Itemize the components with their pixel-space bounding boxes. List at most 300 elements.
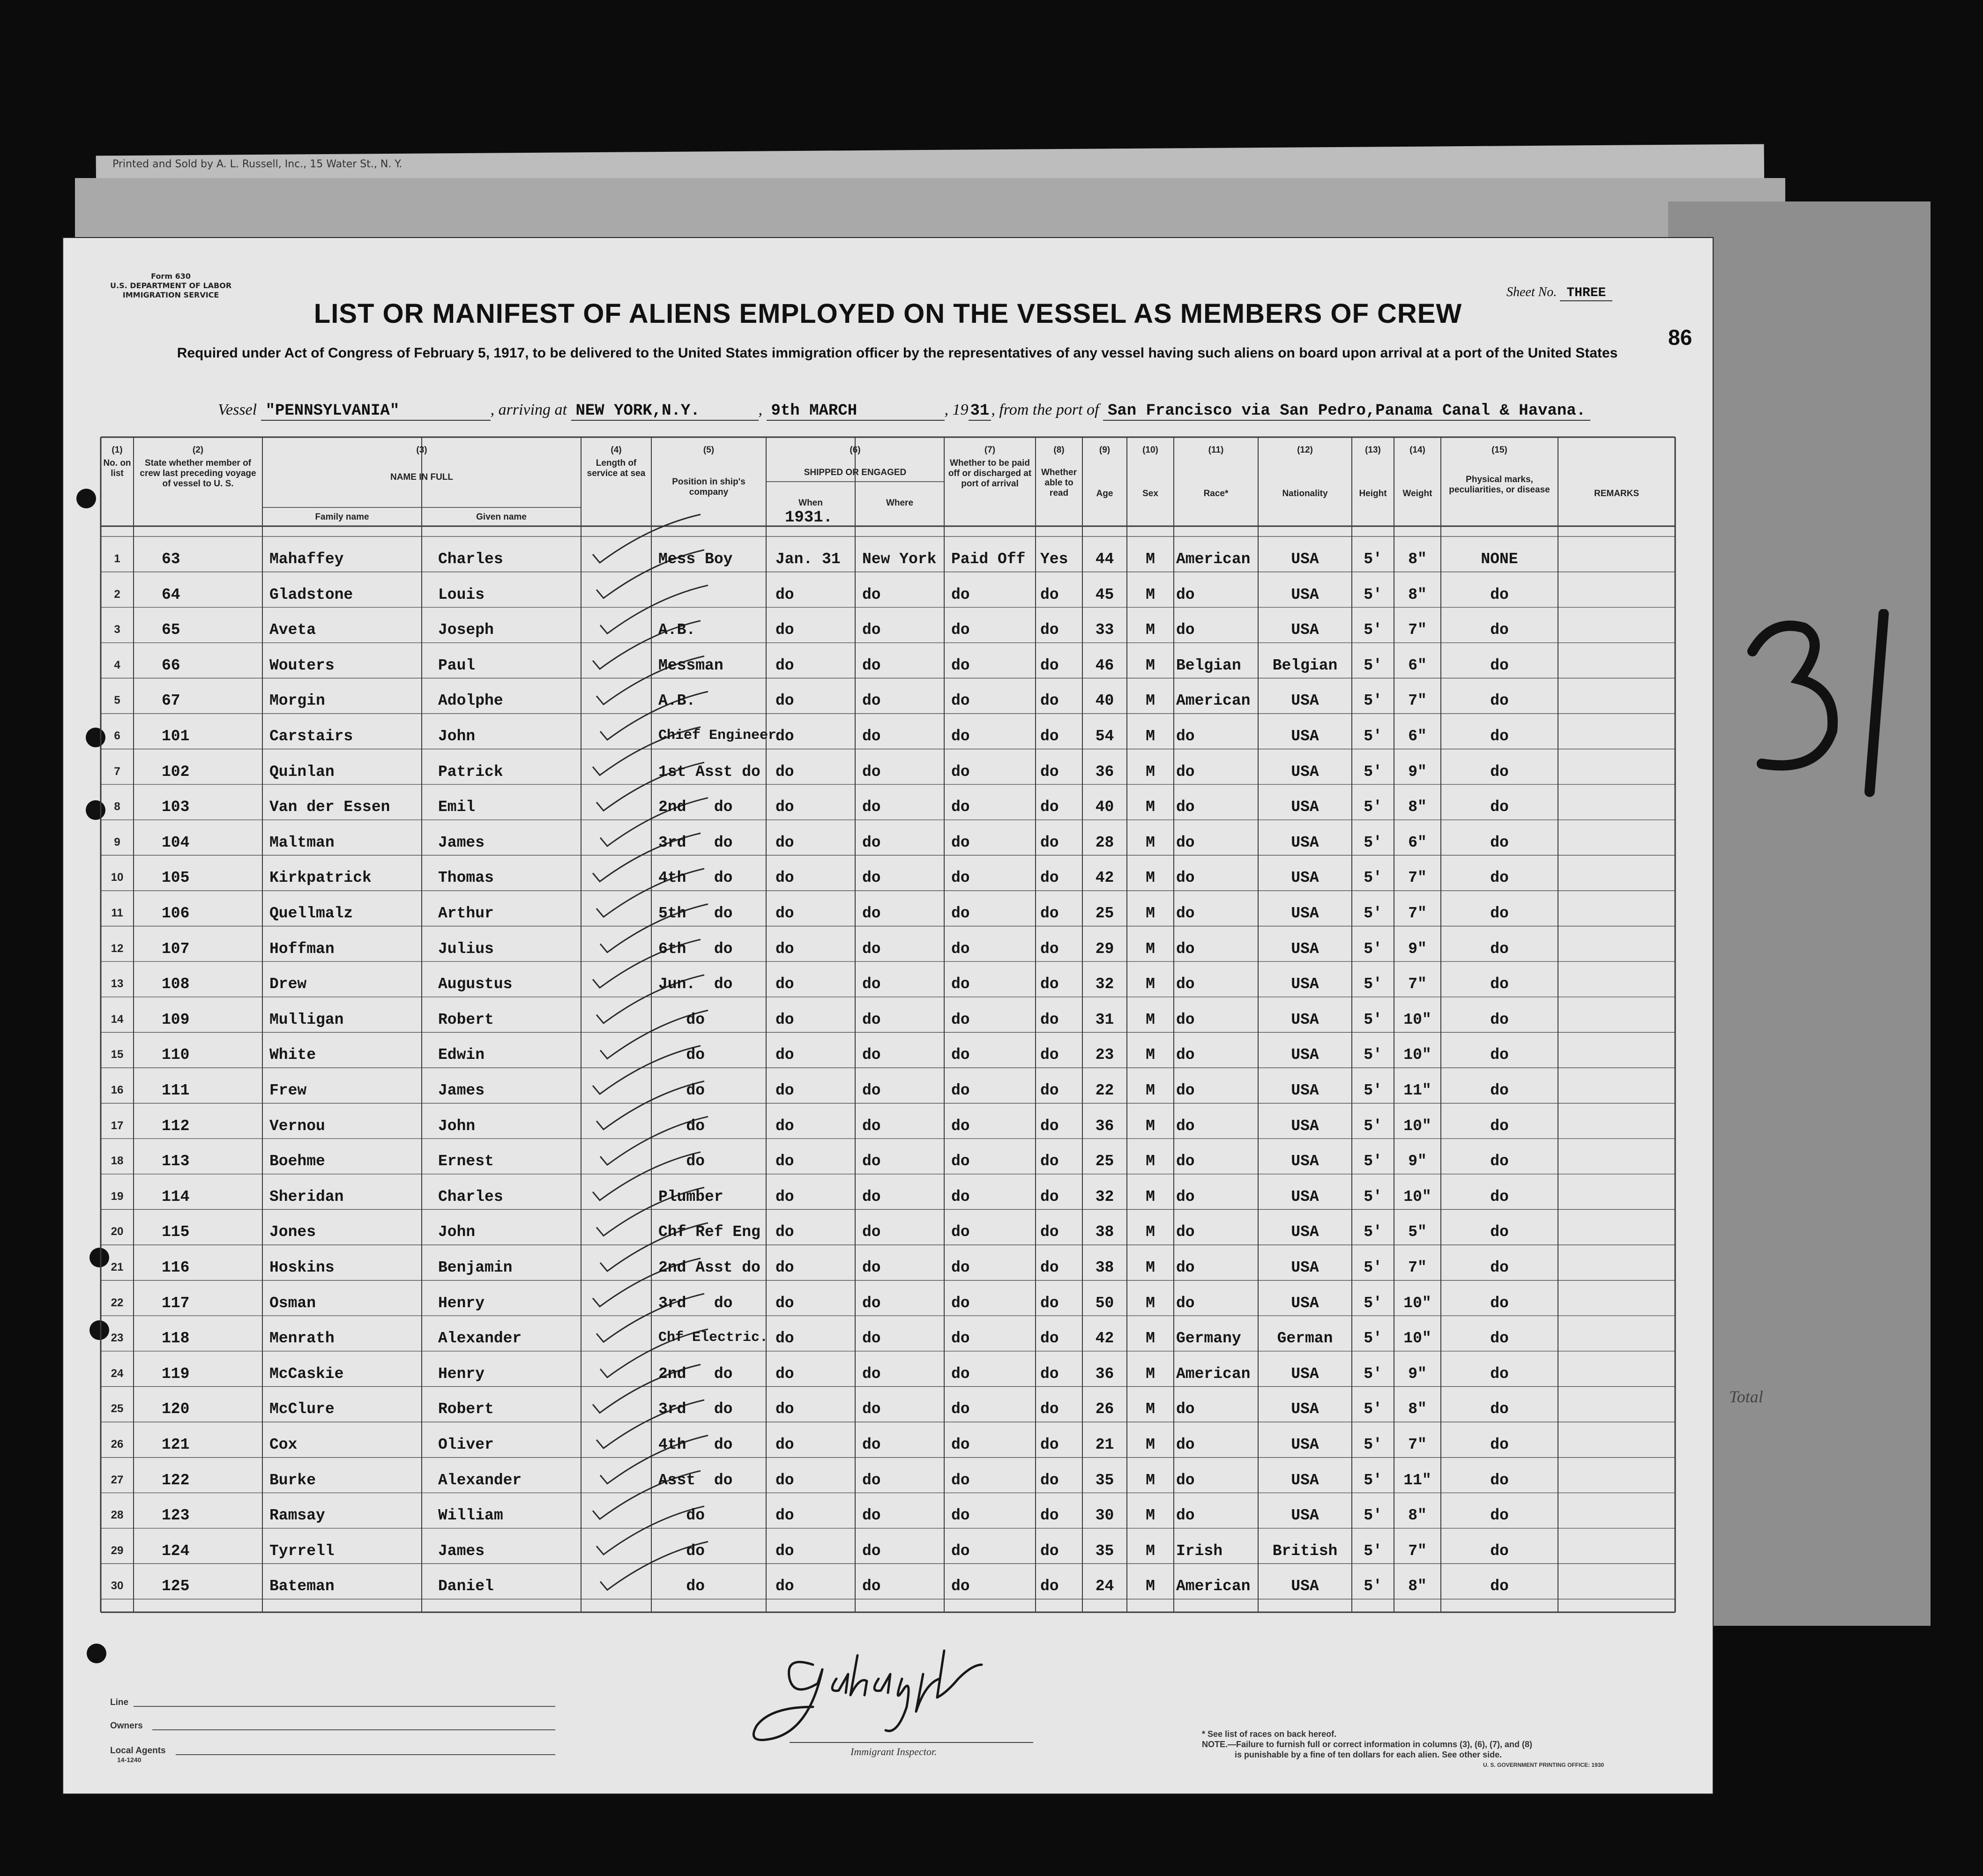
cell-paid: do (951, 975, 970, 993)
header-no-on-list: No. on list (103, 458, 131, 478)
cell-race: do (1176, 1436, 1195, 1453)
cell-pos: 6th do (658, 940, 733, 958)
cell-family: Wouters (269, 656, 335, 674)
cell-race: American (1176, 1578, 1251, 1595)
cell-race: do (1176, 1117, 1195, 1135)
cell-nat: USA (1291, 621, 1319, 639)
cell-wt: 7" (1408, 621, 1427, 639)
year-prefix: 19 (952, 401, 969, 418)
cell-pos: A.B. (658, 621, 696, 639)
cell-nat: USA (1291, 1471, 1319, 1489)
column-number: (4) (611, 445, 622, 455)
cell-pos: Chf Electric. (658, 1330, 768, 1346)
cell-marks: do (1490, 1153, 1509, 1170)
cell-where: do (862, 1400, 881, 1418)
cell-nat: USA (1291, 1117, 1319, 1135)
cell-sex: M (1146, 1082, 1155, 1099)
cell-given: Augustus (438, 975, 513, 993)
cell-read: do (1040, 692, 1059, 710)
cell-when: do (775, 1223, 794, 1241)
cell-given: Robert (438, 1011, 494, 1028)
cell-wt: 7" (1408, 975, 1427, 993)
cell-prev: 103 (162, 798, 190, 816)
cell-marks: do (1490, 586, 1509, 603)
cell-where: do (862, 1294, 881, 1312)
cell-family: Cox (269, 1436, 298, 1453)
cell-when: do (775, 1400, 794, 1418)
cell-race: do (1176, 1046, 1195, 1064)
cell-sex: M (1146, 551, 1155, 568)
cell-ht: 5' (1364, 1188, 1382, 1206)
cell-paid: do (951, 728, 970, 745)
cell-nat: USA (1291, 1365, 1319, 1383)
cell-nat: USA (1291, 1011, 1319, 1028)
cell-marks: do (1490, 1507, 1509, 1525)
cell-sex: M (1146, 1400, 1155, 1418)
cell-age: 44 (1095, 551, 1114, 568)
cell-wt: 6" (1408, 834, 1427, 851)
cell-pos: Jun. do (658, 975, 733, 993)
cell-nat: USA (1291, 1400, 1319, 1418)
cell-where: do (862, 1082, 881, 1099)
vessel-label: Vessel (218, 401, 257, 418)
cell-nat: USA (1291, 869, 1319, 887)
cell-pos: 2nd do (658, 798, 733, 816)
cell-read: do (1040, 1153, 1059, 1170)
cell-age: 40 (1095, 692, 1114, 710)
cell-sex: M (1146, 798, 1155, 816)
cell-prev: 64 (162, 586, 180, 603)
cell-marks: do (1490, 656, 1509, 674)
cell-read: do (1040, 1011, 1059, 1028)
cell-given: Joseph (438, 621, 494, 639)
service-name: IMMIGRATION SERVICE (122, 290, 219, 299)
header-race: Race* (1203, 489, 1229, 499)
cell-ht: 5' (1364, 834, 1382, 851)
cell-nat: USA (1291, 551, 1319, 568)
cell-given: Louis (438, 586, 485, 603)
cell-where: do (862, 1578, 881, 1595)
cell-nat: USA (1291, 1153, 1319, 1170)
penalty-note: NOTE.—Failure to furnish full or correct information in columns (3), (6), (7), and (8) (1202, 1740, 1533, 1749)
cell-prev: 102 (162, 763, 190, 781)
cell-paid: do (951, 1436, 970, 1453)
cell-given: John (438, 1117, 476, 1135)
cell-race: do (1176, 1223, 1195, 1241)
cell-when: do (775, 1330, 794, 1347)
cell-paid: do (951, 1294, 970, 1312)
cell-sex: M (1146, 1223, 1155, 1241)
cell-marks: do (1490, 1471, 1509, 1489)
cell-read: do (1040, 586, 1059, 603)
cell-family: Drew (269, 975, 307, 993)
cell-prev: 108 (162, 975, 190, 993)
cell-sex: M (1146, 1153, 1155, 1170)
cell-race: do (1176, 1082, 1195, 1099)
cell-marks: do (1490, 798, 1509, 816)
cell-given: Alexander (438, 1330, 522, 1347)
cell-pos: do (658, 1507, 705, 1525)
cell-pos: 3rd do (658, 834, 733, 851)
cell-pos: do (658, 1011, 705, 1028)
cell-marks: do (1490, 728, 1509, 745)
row-number: 14 (111, 1012, 124, 1026)
cell-race: do (1176, 1259, 1195, 1276)
cell-race: do (1176, 798, 1195, 816)
cell-race: do (1176, 1471, 1195, 1489)
cell-read: do (1040, 1188, 1059, 1206)
cell-pos: do (658, 1082, 705, 1099)
cell-pos: do (658, 1578, 705, 1595)
cell-where: do (862, 1365, 881, 1383)
cell-given: Oliver (438, 1436, 494, 1453)
column-number: (9) (1099, 445, 1111, 455)
column-number: (15) (1491, 445, 1507, 455)
cell-given: James (438, 1542, 485, 1560)
cell-prev: 118 (162, 1330, 190, 1347)
cell-read: do (1040, 1507, 1059, 1525)
cell-when: do (775, 798, 794, 816)
cell-family: Mahaffey (269, 551, 344, 568)
cell-sex: M (1146, 1436, 1155, 1453)
cell-paid: do (951, 1400, 970, 1418)
row-number: 8 (114, 800, 120, 813)
cell-prev: 106 (162, 905, 190, 922)
row-number: 24 (111, 1367, 124, 1380)
cell-prev: 117 (162, 1294, 190, 1312)
cell-nat: USA (1291, 1436, 1319, 1453)
cell-ht: 5' (1364, 869, 1382, 887)
cell-family: Quinlan (269, 763, 335, 781)
cell-nat: USA (1291, 1507, 1319, 1525)
cell-given: Daniel (438, 1578, 494, 1595)
cell-paid: do (951, 1188, 970, 1206)
cell-nat: USA (1291, 905, 1319, 922)
cell-sex: M (1146, 1294, 1155, 1312)
cell-wt: 10" (1403, 1294, 1431, 1312)
cell-when: do (775, 1436, 794, 1453)
cell-sex: M (1146, 692, 1155, 710)
cell-ht: 5' (1364, 940, 1382, 958)
cell-when: do (775, 728, 794, 745)
row-number: 11 (111, 907, 123, 919)
row-number: 25 (111, 1402, 124, 1415)
cell-pos: 4th do (658, 1436, 733, 1453)
cell-where: do (862, 975, 881, 993)
cell-prev: 123 (162, 1507, 190, 1525)
cell-wt: 7" (1408, 869, 1427, 887)
cell-where: do (862, 798, 881, 816)
header-name-in-full: NAME IN FULL (390, 472, 454, 482)
shipped-year: 1931. (785, 509, 833, 527)
form-number: Form 630 (151, 272, 191, 281)
cell-pos: A.B. (658, 692, 696, 710)
page-number: 86 (1668, 325, 1692, 350)
cell-where: do (862, 692, 881, 710)
cell-paid: Paid Off (951, 551, 1026, 568)
cell-ht: 5' (1364, 1223, 1382, 1241)
cell-nat: USA (1291, 1259, 1319, 1276)
cell-where: do (862, 1542, 881, 1560)
cell-family: Van der Essen (269, 798, 390, 816)
cell-age: 54 (1095, 728, 1114, 745)
header-able-to-read: Whether able to read (1041, 468, 1077, 498)
cell-nat: USA (1291, 1223, 1319, 1241)
cell-race: do (1176, 728, 1195, 745)
cell-read: do (1040, 1046, 1059, 1064)
cell-age: 25 (1095, 1153, 1114, 1170)
cell-marks: do (1490, 1188, 1509, 1206)
cell-paid: do (951, 586, 970, 603)
cell-where: do (862, 1188, 881, 1206)
cell-read: do (1040, 798, 1059, 816)
cell-when: do (775, 763, 794, 781)
cell-where: do (862, 1436, 881, 1453)
cell-family: Ramsay (269, 1507, 325, 1525)
cell-paid: do (951, 1223, 970, 1241)
cell-ht: 5' (1364, 1330, 1382, 1347)
cell-wt: 6" (1408, 656, 1427, 674)
column-number: (8) (1053, 445, 1065, 455)
cell-sex: M (1146, 975, 1155, 993)
cell-sex: M (1146, 905, 1155, 922)
header-physical-marks: Physical marks, peculiarities, or disease (1449, 475, 1550, 495)
cell-ht: 5' (1364, 1365, 1382, 1383)
cell-where: do (862, 1471, 881, 1489)
page-subtitle: Required under Act of Congress of February 5, 1917, to be delivered to the United States immigration officer by the representatives of any vessel having such aliens on board upon arrival at a port of the United States (177, 345, 1618, 361)
row-number: 28 (111, 1509, 124, 1522)
cell-prev: 65 (162, 621, 180, 639)
header-remarks: REMARKS (1594, 489, 1640, 499)
cell-pos: 2nd do (658, 1365, 733, 1383)
cell-paid: do (951, 1082, 970, 1099)
arrival-port: NEW YORK,N.Y. (571, 402, 759, 421)
cell-ht: 5' (1364, 1046, 1382, 1064)
cell-paid: do (951, 1542, 970, 1560)
cell-race: do (1176, 1153, 1195, 1170)
cell-given: William (438, 1507, 503, 1525)
cell-read: do (1040, 1365, 1059, 1383)
cell-race: do (1176, 621, 1195, 639)
header-shipped-engaged: SHIPPED OR ENGAGED (804, 468, 907, 477)
cell-nat: USA (1291, 763, 1319, 781)
cell-family: Kirkpatrick (269, 869, 372, 887)
cell-age: 22 (1095, 1082, 1114, 1099)
cell-where: do (862, 586, 881, 603)
cell-age: 40 (1095, 798, 1114, 816)
arrival-year: 31 (969, 402, 992, 421)
cell-sex: M (1146, 1578, 1155, 1595)
column-number: (10) (1142, 445, 1158, 455)
cell-when: do (775, 940, 794, 958)
cell-given: Henry (438, 1294, 485, 1312)
row-number: 13 (111, 977, 124, 990)
cell-given: Paul (438, 656, 476, 674)
cell-age: 36 (1095, 763, 1114, 781)
row-number: 4 (114, 658, 120, 671)
cell-sex: M (1146, 1188, 1155, 1206)
cell-when: do (775, 905, 794, 922)
cell-marks: do (1490, 975, 1509, 993)
cell-prev: 63 (162, 551, 180, 568)
vessel-name: "PENNSYLVANIA" (261, 402, 491, 421)
margin-total: Total (1729, 1387, 1763, 1406)
cell-ht: 5' (1364, 621, 1382, 639)
cell-wt: 8" (1408, 1578, 1427, 1595)
cell-read: do (1040, 1330, 1059, 1347)
cell-nat: USA (1291, 940, 1319, 958)
cell-read: do (1040, 1400, 1059, 1418)
cell-family: Menrath (269, 1330, 335, 1347)
cell-pos: Messman (658, 656, 723, 674)
cell-given: Charles (438, 551, 503, 568)
cell-family: Hoskins (269, 1259, 335, 1276)
cell-where: do (862, 763, 881, 781)
cell-age: 35 (1095, 1471, 1114, 1489)
cell-where: do (862, 1011, 881, 1028)
row-number: 6 (114, 730, 120, 742)
row-number: 22 (111, 1296, 124, 1309)
sheet-label: Sheet No. (1506, 285, 1557, 299)
cell-when: do (775, 586, 794, 603)
cell-sex: M (1146, 940, 1155, 958)
cell-family: Vernou (269, 1117, 325, 1135)
cell-given: John (438, 1223, 476, 1241)
cell-paid: do (951, 1153, 970, 1170)
cell-given: James (438, 834, 485, 851)
cell-ht: 5' (1364, 551, 1382, 568)
cell-where: do (862, 1330, 881, 1347)
cell-age: 28 (1095, 834, 1114, 851)
cell-race: do (1176, 586, 1195, 603)
cell-prev: 109 (162, 1011, 190, 1028)
cell-nat: USA (1291, 798, 1319, 816)
cell-sex: M (1146, 763, 1155, 781)
cell-age: 38 (1095, 1223, 1114, 1241)
header-when: When (798, 498, 823, 508)
cell-race: do (1176, 834, 1195, 851)
cell-given: Alexander (438, 1471, 522, 1489)
line-field (134, 1706, 555, 1707)
cell-family: Bateman (269, 1578, 335, 1595)
cell-age: 42 (1095, 869, 1114, 887)
cell-family: McClure (269, 1400, 335, 1418)
cell-pos: 3rd do (658, 1294, 733, 1312)
cell-where: do (862, 834, 881, 851)
cell-where: do (862, 869, 881, 887)
cell-marks: do (1490, 869, 1509, 887)
cell-nat: USA (1291, 834, 1319, 851)
header-previous-voyage: State whether member of crew last preceding voyage of vessel to U. S. (140, 458, 256, 489)
header-given-name: Given name (476, 512, 527, 522)
cell-where: do (862, 1259, 881, 1276)
row-number: 20 (111, 1225, 124, 1238)
cell-when: do (775, 1507, 794, 1525)
local-agents-label: Local Agents (110, 1746, 166, 1756)
cell-when: do (775, 834, 794, 851)
cell-race: American (1176, 1365, 1251, 1383)
cell-read: do (1040, 621, 1059, 639)
cell-ht: 5' (1364, 656, 1382, 674)
cell-wt: 9" (1408, 940, 1427, 958)
row-number: 7 (114, 765, 120, 778)
header-position: Position in ship's company (672, 477, 745, 497)
department-name: U.S. DEPARTMENT OF LABOR (110, 281, 232, 290)
cell-where: do (862, 1046, 881, 1064)
cell-race: do (1176, 975, 1195, 993)
cell-wt: 10" (1403, 1046, 1431, 1064)
column-number: (3) (416, 445, 427, 455)
arriving-label: , arriving at (490, 401, 567, 418)
cell-prev: 119 (162, 1365, 190, 1383)
cell-where: do (862, 1117, 881, 1135)
column-number: (2) (192, 445, 204, 455)
cell-age: 42 (1095, 1330, 1114, 1347)
margin-number-31 (1743, 609, 1921, 806)
cell-marks: do (1490, 1436, 1509, 1453)
cell-ht: 5' (1364, 1471, 1382, 1489)
cell-race: American (1176, 551, 1251, 568)
cell-wt: 10" (1403, 1188, 1431, 1206)
cell-ht: 5' (1364, 1294, 1382, 1312)
cell-ht: 5' (1364, 1507, 1382, 1525)
cell-sex: M (1146, 869, 1155, 887)
cell-read: do (1040, 869, 1059, 887)
row-number: 29 (111, 1544, 124, 1557)
cell-marks: do (1490, 1117, 1509, 1135)
cell-read: do (1040, 1259, 1059, 1276)
cell-sex: M (1146, 1330, 1155, 1347)
cell-wt: 7" (1408, 1436, 1427, 1453)
cell-given: Henry (438, 1365, 485, 1383)
footnote (1202, 1729, 1694, 1770)
cell-prev: 120 (162, 1400, 190, 1418)
cell-read: do (1040, 1117, 1059, 1135)
penalty-note-cont: is punishable by a fine of ten dollars for each alien. See other side. (1235, 1750, 1502, 1759)
cell-wt: 8" (1408, 1400, 1427, 1418)
cell-pos: Mess Boy (658, 551, 733, 568)
cell-pos: do (658, 1117, 705, 1135)
cell-given: John (438, 728, 476, 745)
cell-pos: do (658, 1153, 705, 1170)
cell-paid: do (951, 692, 970, 710)
cell-race: Germany (1176, 1330, 1241, 1347)
inspector-label: Immigrant Inspector. (850, 1746, 937, 1757)
cell-when: do (775, 692, 794, 710)
cell-when: do (775, 1153, 794, 1170)
cell-wt: 8" (1408, 551, 1427, 568)
cell-ht: 5' (1364, 975, 1382, 993)
cell-marks: do (1490, 905, 1509, 922)
inspector-line (790, 1742, 1033, 1743)
cell-pos: do (658, 1542, 705, 1560)
cell-pos: 1st Asst do (658, 763, 760, 781)
column-number: (11) (1208, 445, 1224, 455)
cell-pos: 3rd do (658, 1400, 733, 1418)
cell-prev: 125 (162, 1578, 190, 1595)
cell-age: 21 (1095, 1436, 1114, 1453)
cell-sex: M (1146, 834, 1155, 851)
cell-marks: do (1490, 1082, 1509, 1099)
header-height: Height (1359, 489, 1387, 499)
cell-when: do (775, 1294, 794, 1312)
cell-pos: 4th do (658, 869, 733, 887)
cell-family: Mulligan (269, 1011, 344, 1028)
cell-prev: 66 (162, 656, 180, 674)
cell-read: do (1040, 940, 1059, 958)
cell-paid: do (951, 869, 970, 887)
cell-marks: do (1490, 1294, 1509, 1312)
